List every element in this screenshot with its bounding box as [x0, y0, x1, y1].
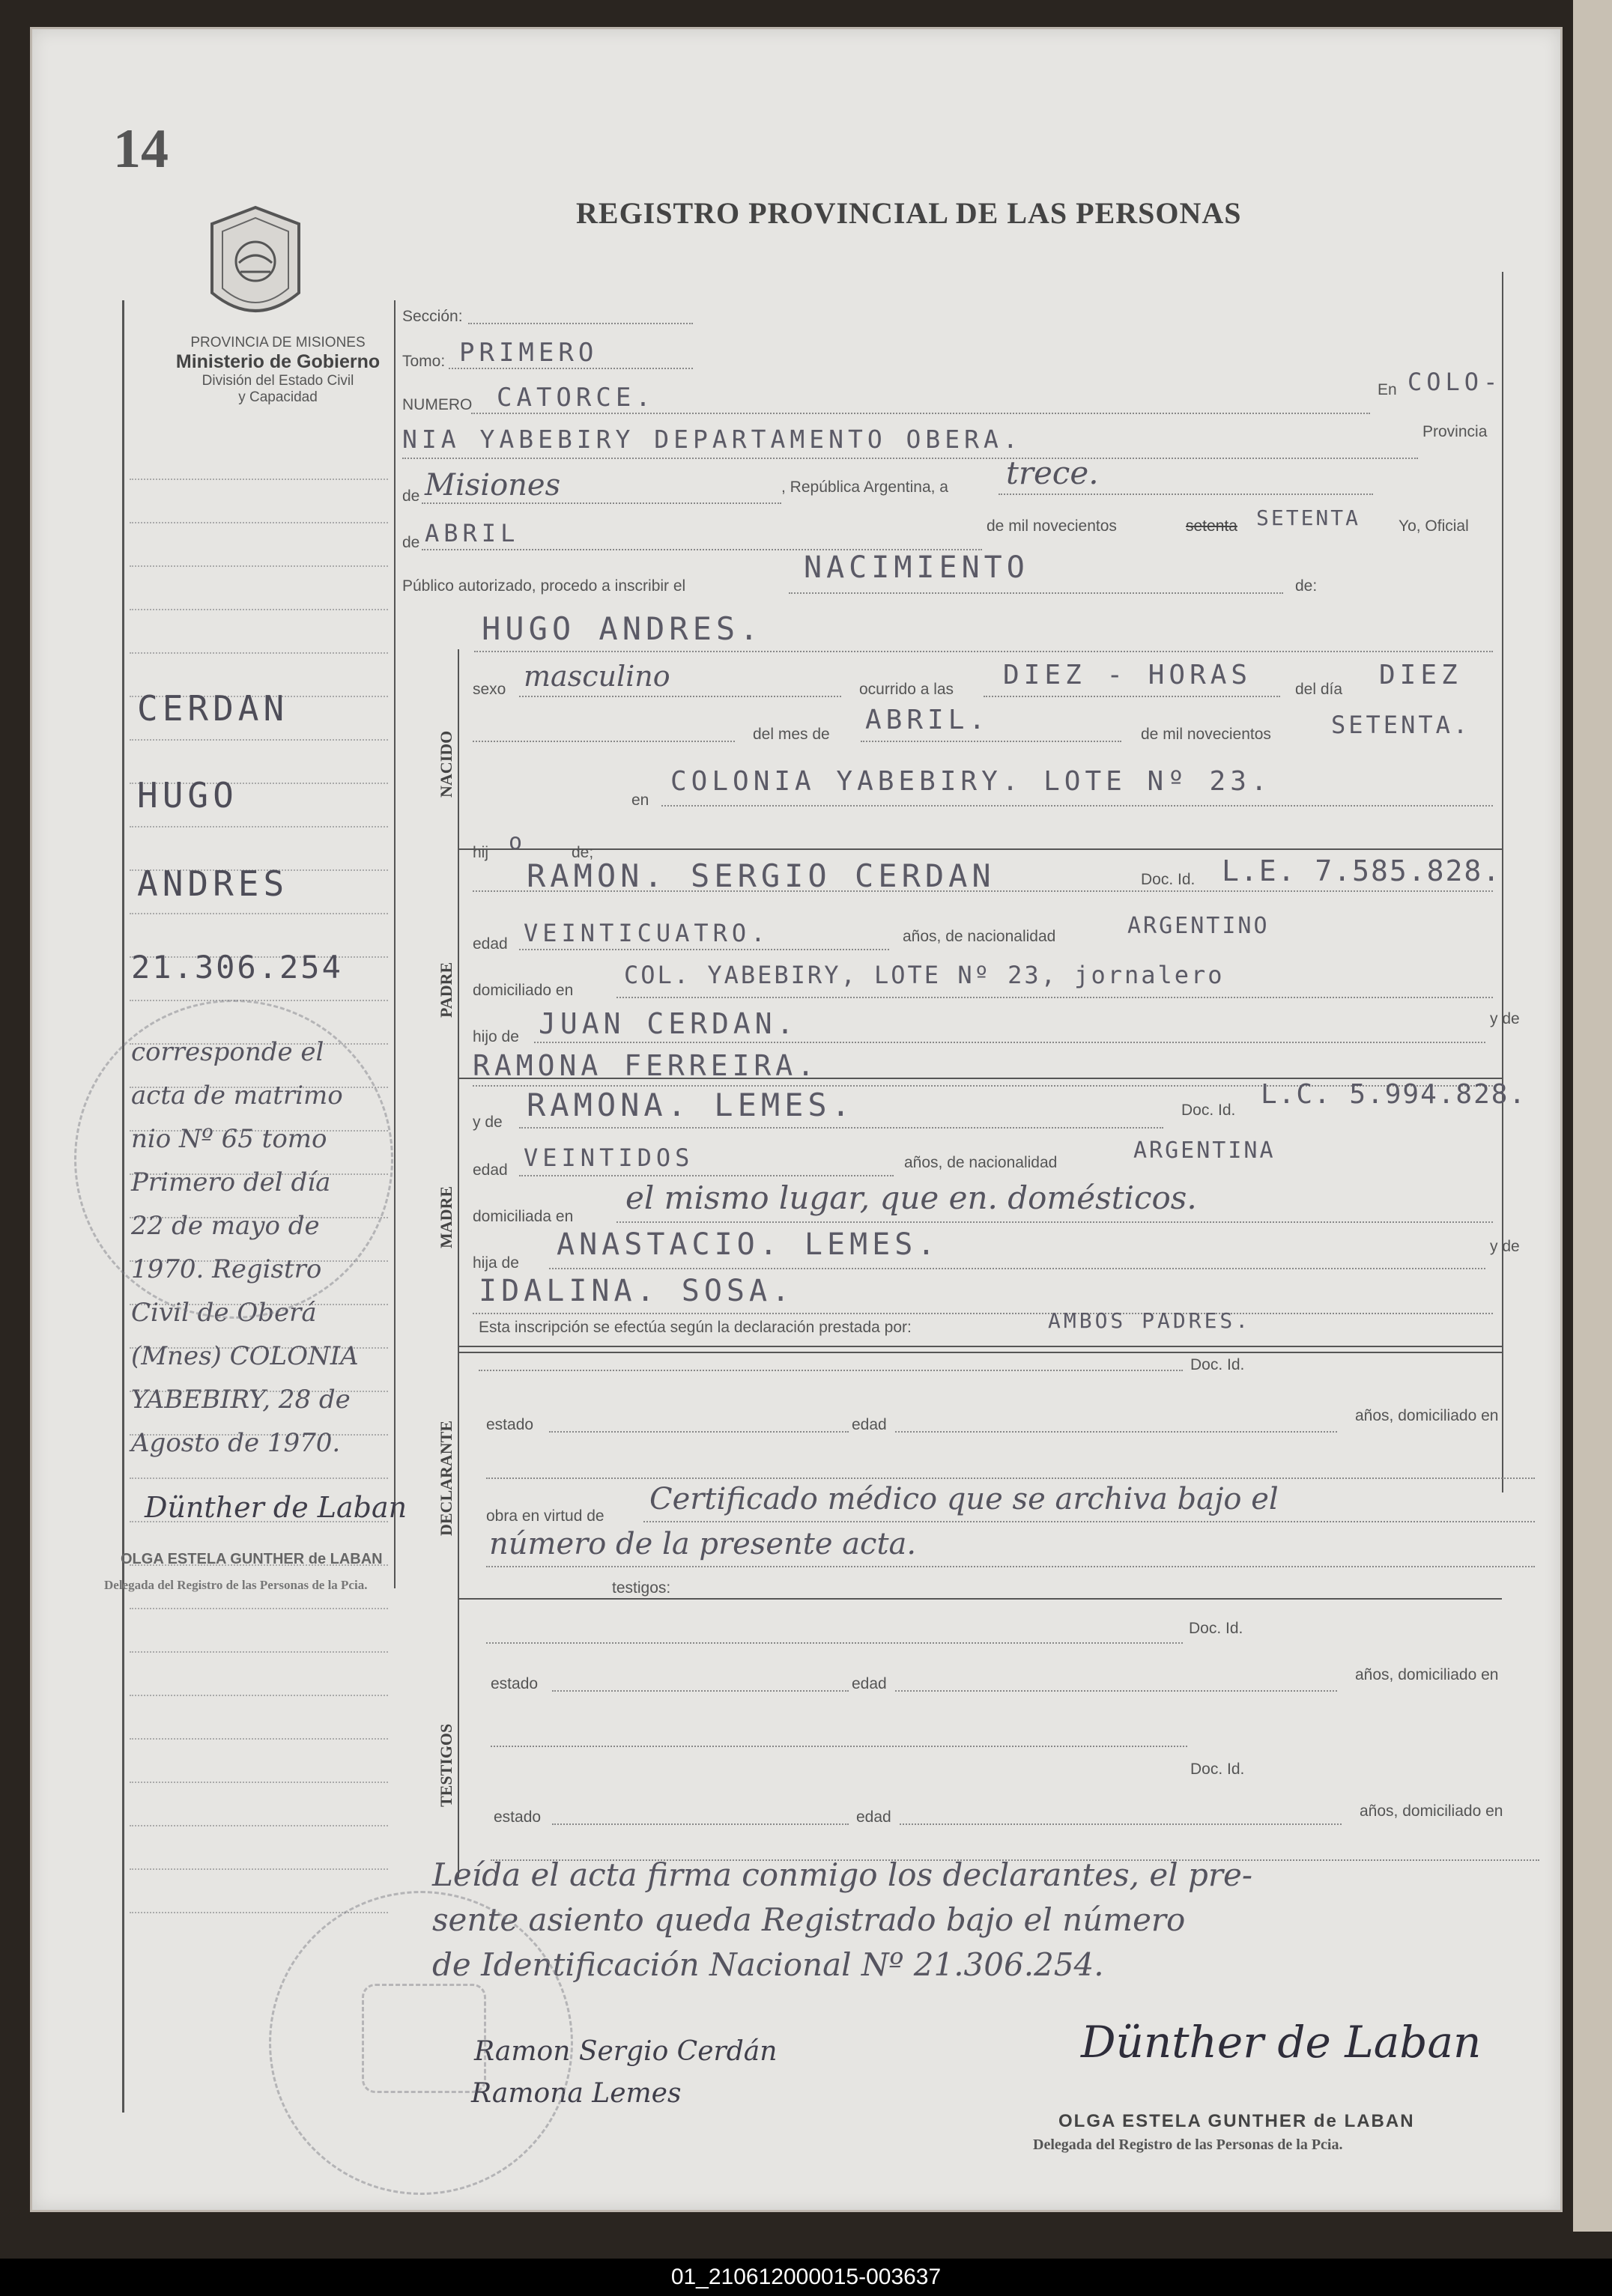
label-de-1: de	[402, 488, 420, 505]
label-esta-inscripcion: Esta inscripción se efectúa según la declaración prestada por:	[479, 1319, 912, 1336]
ministry-name: Ministerio de Gobierno	[175, 351, 381, 372]
value-abuela-pat: RAMONA FERREIRA.	[473, 1049, 819, 1082]
label-hijo-de: hijo de	[473, 1028, 519, 1045]
label-domiciliado: domiciliado en	[473, 982, 574, 999]
value-en: COLO-	[1408, 368, 1503, 396]
margin-note-line: YABEBIRY, 28 de	[131, 1385, 351, 1415]
value-hij-suffix: o	[509, 829, 527, 855]
margin-note-line: (Mnes) COLONIA	[131, 1341, 359, 1371]
issuer-block	[143, 335, 413, 406]
margin-rule	[130, 479, 388, 480]
margin-official-role: Delegada del Registro de las Personas de la Pcia.	[104, 1578, 368, 1592]
margin-rule	[130, 1782, 388, 1783]
value-dia: trece.	[1006, 455, 1099, 491]
margin-rule	[130, 522, 388, 523]
value-tomo: PRIMERO	[459, 338, 599, 368]
value-numero: CATORCE.	[497, 383, 655, 413]
label-en: En	[1378, 381, 1397, 398]
register-page	[30, 27, 1563, 2212]
label-anos-nac-padre: años, de nacionalidad	[903, 928, 1056, 945]
label-tomo: Tomo:	[402, 353, 446, 370]
value-padre-edad: VEINTICUATRO.	[524, 919, 770, 947]
label-edad-madre: edad	[473, 1161, 508, 1179]
section-declarante: DECLARANTE	[437, 1420, 455, 1536]
label-estado-test-2: estado	[494, 1808, 542, 1826]
margin-rule	[130, 1477, 388, 1479]
label-ocurrido: ocurrido a las	[859, 681, 954, 698]
label-sexo: sexo	[473, 681, 506, 698]
value-padre-nac: ARGENTINO	[1127, 913, 1270, 939]
value-madre-nombre: RAMONA. LEMES.	[527, 1087, 855, 1123]
label-testigos: testigos:	[612, 1579, 671, 1597]
madre-divider	[458, 1346, 1502, 1347]
value-provincia: Misiones	[425, 468, 561, 502]
margin-note-line: Agosto de 1970.	[131, 1428, 341, 1458]
label-doc-id-decl: Doc. Id.	[1190, 1356, 1245, 1373]
margin-rule	[130, 1695, 388, 1696]
label-de-2: de	[402, 534, 420, 551]
value-madre-dom: el mismo lugar, que en. domésticos.	[625, 1179, 1197, 1216]
value-nombre: HUGO ANDRES.	[482, 610, 763, 647]
nacido-divider	[458, 848, 1502, 850]
value-declarantes: AMBOS PADRES.	[1048, 1308, 1252, 1333]
margin-name-2: ANDRES	[137, 863, 289, 904]
value-obra-1: Certificado médico que se archiva bajo el	[649, 1482, 1279, 1516]
seal-emblem-icon	[362, 1984, 486, 2093]
label-republica: , República Argentina, a	[781, 479, 948, 496]
label-y-de-madre: y de	[473, 1114, 503, 1131]
value-lugar: NIA YABEBIRY DEPARTAMENTO OBERA.	[402, 425, 1022, 454]
label-edad-padre: edad	[473, 935, 508, 953]
margin-rule	[130, 565, 388, 567]
value-madre-nac: ARGENTINA	[1133, 1138, 1276, 1164]
margin-signature: Dünther de Laban	[145, 1491, 407, 1524]
label-anos-nac-madre: años, de nacionalidad	[904, 1154, 1058, 1171]
margin-rule	[130, 652, 388, 654]
label-de-mil-2: de mil novecientos	[1141, 726, 1271, 743]
label-de-mil: de mil novecientos	[987, 517, 1117, 535]
margin-rule	[130, 1608, 388, 1609]
value-obra-2: número de la presente acta.	[489, 1527, 917, 1561]
madre-divider-2	[458, 1352, 1502, 1353]
margin-name-1: HUGO	[137, 775, 238, 816]
province-emblem	[203, 203, 308, 332]
label-provincia: Provincia	[1422, 423, 1488, 440]
declarante-divider	[458, 1598, 1502, 1600]
value-madre-doc: L.C. 5.994.828.	[1261, 1079, 1527, 1110]
margin-note-line: 22 de mayo de	[131, 1211, 320, 1241]
label-del-mes: del mes de	[753, 726, 830, 743]
registry-title: REGISTRO PROVINCIAL DE LAS PERSONAS	[576, 196, 1242, 230]
right-rule	[1502, 272, 1503, 1492]
margin-note-line: Civil de Oberá	[131, 1298, 317, 1328]
province-name: PROVINCIA DE MISIONES	[190, 335, 366, 350]
oficial-role: Delegada del Registro de las Personas de la Pcia.	[1033, 2136, 1343, 2153]
margin-id-number: 21.306.254	[131, 949, 343, 985]
margin-note-line: nio Nº 65 tomo	[131, 1124, 327, 1154]
margin-note-line: 1970. Registro	[131, 1254, 322, 1284]
margin-note-line: acta de matrimo	[131, 1081, 343, 1111]
value-padre-nombre: RAMON. SERGIO CERDAN	[527, 857, 996, 894]
value-dia-nac: DIEZ	[1379, 660, 1462, 690]
label-yo-oficial: Yo, Oficial	[1399, 517, 1469, 535]
footer-id: 01_210612000015-003637	[670, 2265, 942, 2289]
rubber-seal-margin	[74, 1000, 393, 1319]
label-de-3: de;	[572, 844, 594, 861]
label-seccion: Sección:	[402, 308, 463, 325]
section-madre: MADRE	[437, 1185, 455, 1248]
section-nacido: NACIDO	[437, 730, 455, 798]
value-mes: ABRIL	[425, 519, 520, 547]
footer-id-bar	[0, 2259, 1612, 2296]
value-padre-dom: COL. YABEBIRY, LOTE Nº 23, jornalero	[624, 961, 1225, 989]
label-de-2b: de:	[1295, 577, 1318, 595]
value-abuelo-mat: ANASTACIO. LEMES.	[557, 1227, 940, 1262]
value-tipo: NACIMIENTO	[804, 550, 1029, 585]
margin-rule	[130, 1868, 388, 1870]
label-doc-id-test-2: Doc. Id.	[1190, 1761, 1245, 1778]
value-cierre-2: sente asiento queda Registrado bajo el número	[432, 1901, 1186, 1938]
oficial-name: OLGA ESTELA GUNTHER de LABAN	[1058, 2111, 1415, 2131]
label-anos-dom-decl: años, domiciliado en	[1355, 1407, 1499, 1424]
value-anio-struck: setenta	[1186, 517, 1237, 535]
margin-rule	[130, 1825, 388, 1826]
margin-rule	[130, 739, 388, 741]
section-padre: PADRE	[437, 962, 455, 1018]
value-madre-edad: VEINTIDOS	[524, 1144, 694, 1172]
label-doc-id-test-1: Doc. Id.	[1189, 1620, 1243, 1637]
label-en-2: en	[631, 792, 649, 809]
margin-note-line: Primero del día	[131, 1167, 331, 1197]
label-del-dia: del día	[1295, 681, 1343, 698]
value-mes-nac: ABRIL.	[865, 705, 990, 735]
value-anio-nac: SETENTA.	[1331, 711, 1471, 739]
value-padre-doc: L.E. 7.585.828.	[1222, 854, 1502, 887]
margin-official-stamp: OLGA ESTELA GUNTHER de LABAN	[121, 1551, 383, 1567]
value-hora: DIEZ - HORAS	[1003, 660, 1252, 690]
value-cierre-3: de Identificación Nacional Nº 21.306.254.	[432, 1946, 1104, 1983]
signature-oficial: Dünther de Laban	[1081, 2017, 1482, 2068]
division-line-1: División del Estado Civil	[202, 373, 354, 389]
section-testigos: TESTIGOS	[437, 1723, 455, 1807]
label-hij: hij	[473, 844, 489, 861]
margin-rule	[130, 913, 388, 914]
label-publico: Público autorizado, procedo a inscribir el	[402, 577, 686, 595]
label-estado-test-1: estado	[491, 1675, 539, 1692]
margin-rule	[130, 1738, 388, 1740]
margin-rule	[130, 1651, 388, 1653]
value-anio: SETENTA	[1256, 505, 1361, 530]
label-edad-test-2: edad	[856, 1808, 891, 1826]
division-line-2: y Capacidad	[238, 389, 318, 405]
label-anos-dom-test-1: años, domiciliado en	[1355, 1666, 1499, 1683]
label-y-de-2: y de	[1490, 1238, 1520, 1255]
signature-padre: Ramon Sergio Cerdán	[474, 2036, 778, 2067]
label-doc-id-padre: Doc. Id.	[1141, 871, 1196, 888]
margin-rule	[130, 826, 388, 827]
label-domiciliada: domiciliada en	[473, 1208, 574, 1225]
label-hija-de: hija de	[473, 1254, 519, 1272]
value-abuelo-pat: JUAN CERDAN.	[539, 1007, 799, 1040]
book-cover-edge	[1573, 0, 1612, 2232]
value-sexo: masculino	[524, 660, 670, 693]
section-label-rule	[458, 649, 459, 1877]
value-lugar-nac: COLONIA YABEBIRY. LOTE Nº 23.	[670, 766, 1272, 797]
label-y-de: y de	[1490, 1010, 1520, 1027]
label-obra: obra en virtud de	[486, 1507, 604, 1525]
label-edad-test-1: edad	[852, 1675, 887, 1692]
page-number: 14	[113, 118, 169, 180]
label-doc-id-madre: Doc. Id.	[1181, 1102, 1236, 1119]
value-abuela-mat: IDALINA. SOSA.	[479, 1274, 795, 1308]
margin-surname: CERDAN	[137, 688, 289, 729]
margin-column-rule	[394, 300, 396, 1588]
signature-madre: Ramona Lemes	[471, 2078, 682, 2109]
value-cierre-1: Leída el acta firma conmigo los declarantes, el pre-	[432, 1856, 1253, 1893]
label-anos-dom-test-2: años, domiciliado en	[1360, 1803, 1503, 1820]
margin-note-line: corresponde el	[131, 1037, 324, 1067]
label-estado-decl: estado	[486, 1416, 534, 1433]
label-edad-decl: edad	[852, 1416, 887, 1433]
margin-rule	[130, 609, 388, 610]
label-numero: NUMERO	[402, 396, 473, 413]
